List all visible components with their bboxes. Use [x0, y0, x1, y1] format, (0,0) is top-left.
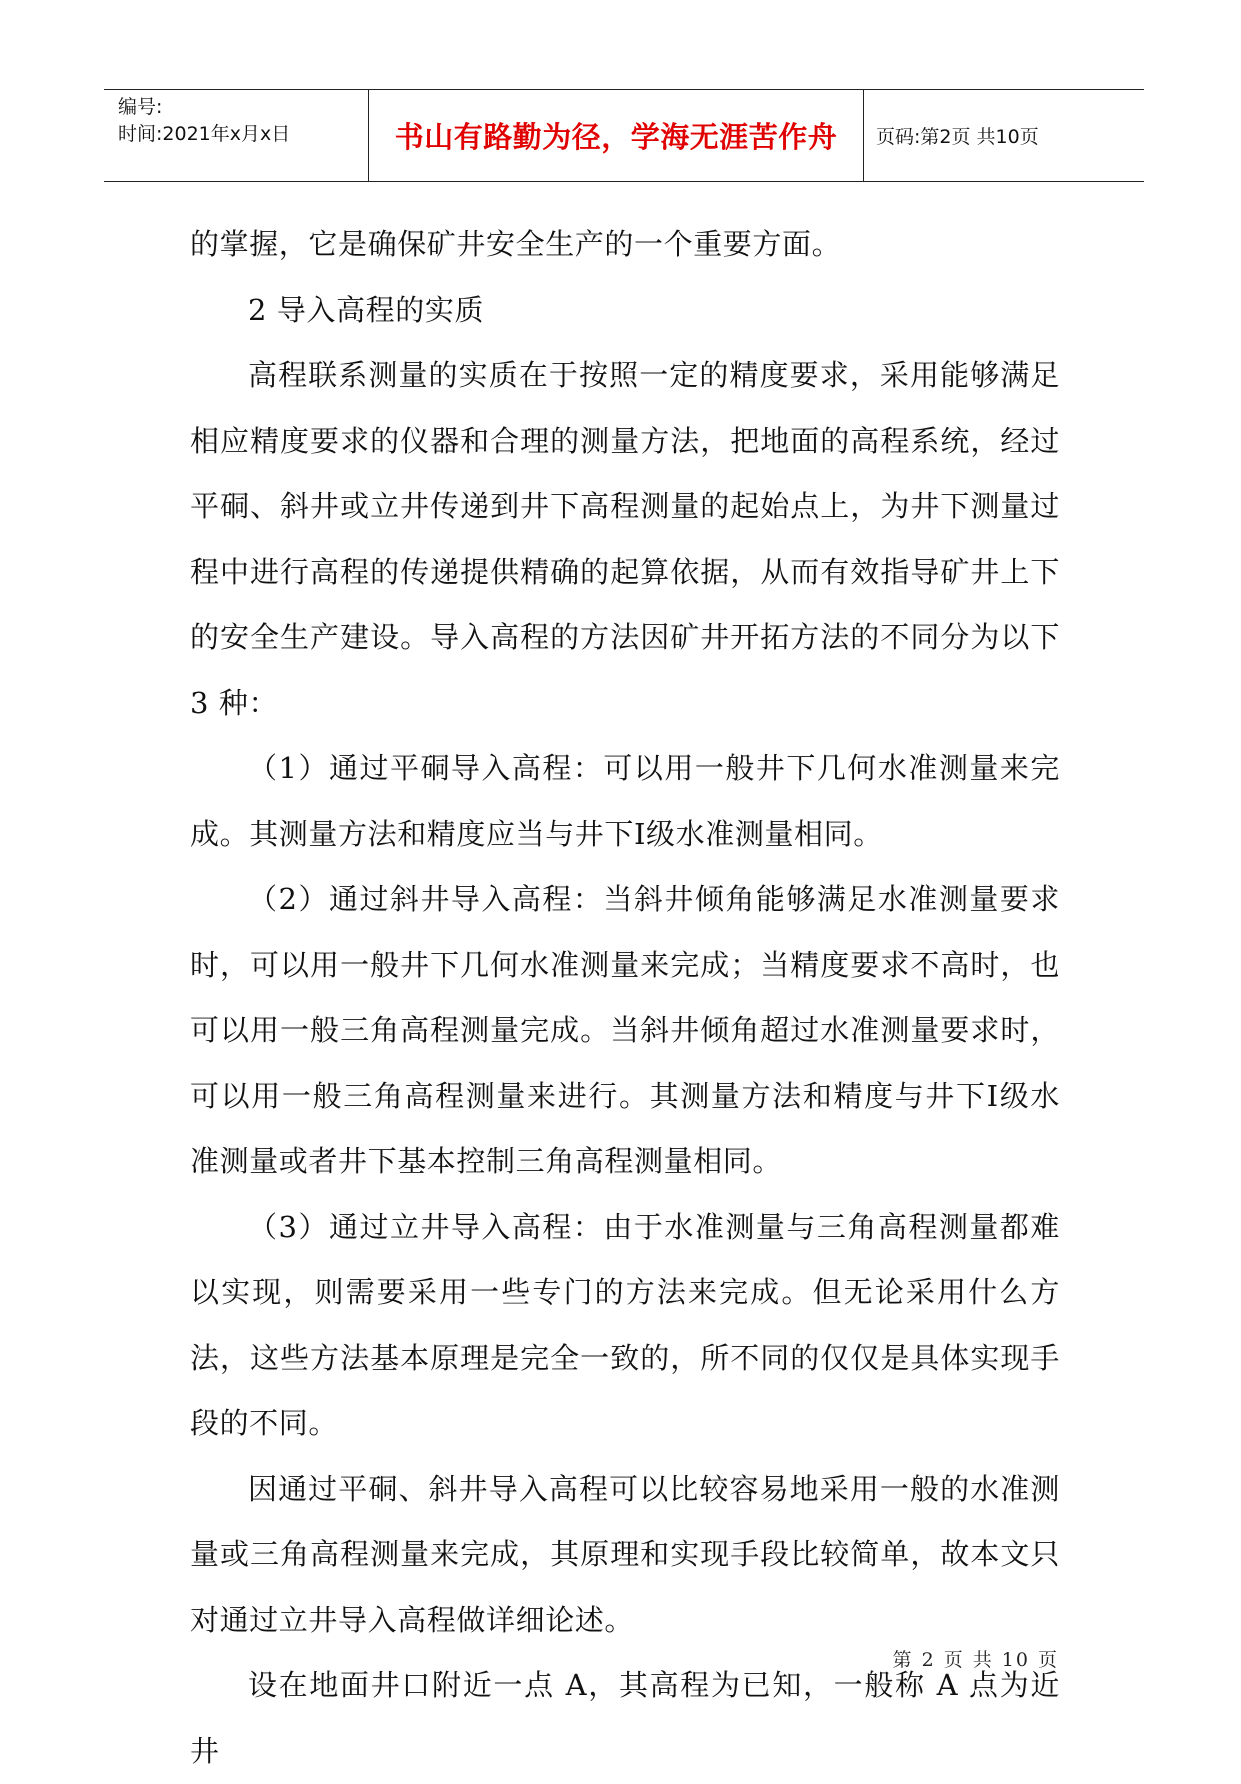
- document-body: [190, 212, 1060, 1784]
- header-meta-cell: [104, 90, 369, 181]
- paragraph: 设在地面井口附近一点 A，其高程为已知，一般称 A 点为近井: [190, 1668, 1060, 1768]
- paragraph: 因通过平硐、斜井导入高程可以比较容易地采用一般的水准测量或三角高程测量来完成，其原理和实现手段比较简单，故本文只对通过立井导入高程做详细论述。: [190, 1471, 1060, 1637]
- header-table: [104, 89, 1144, 182]
- paragraph: 的掌握，它是确保矿井安全生产的一个重要方面。: [190, 227, 842, 261]
- number-label: 编号:: [118, 96, 163, 118]
- time-label: 时间:2021年x月x日: [118, 123, 291, 145]
- motto-text: 书山有路勤为径，学海无涯苦作舟: [394, 120, 838, 154]
- section-heading: 2 导入高程的实质: [248, 292, 485, 327]
- page-code-cell: [864, 90, 1144, 181]
- page-code: 页码:第2页 共10页: [876, 126, 1039, 148]
- paragraph: 高程联系测量的实质在于按照一定的精度要求，采用能够满足相应精度要求的仪器和合理的测量方法，把地面的高程系统，经过平硐、斜井或立井传递到井下高程测量的起始点上，为井下测量过程中进行高程的传递提供精确的起算依据，从而有效指导矿井上下的安全生产建设。导入高程的方法因矿井开拓方法的不同分为以下 3 种：: [190, 358, 1060, 720]
- paragraph: （3）通过立井导入高程：由于水准测量与三角高程测量都难以实现，则需要采用一些专门的方法来完成。但无论采用什么方法，这些方法基本原理是完全一致的，所不同的仅仅是具体实现手段的不同。: [190, 1209, 1060, 1440]
- paragraph: （1）通过平硐导入高程：可以用一般井下几何水准测量来完成。其测量方法和精度应当与井下Ⅰ级水准测量相同。: [190, 751, 1060, 851]
- paragraph: （2）通过斜井导入高程：当斜井倾角能够满足水准测量要求时，可以用一般井下几何水准测量来完成；当精度要求不高时，也可以用一般三角高程测量完成。当斜井倾角超过水准测量要求时，可以用一般三角高程测量来进行。其测量方法和精度与井下Ⅰ级水准测量或者井下基本控制三角高程测量相同。: [190, 882, 1060, 1178]
- motto-cell: [369, 90, 864, 181]
- page-footer: 第 2 页 共 10 页: [892, 1649, 1059, 1671]
